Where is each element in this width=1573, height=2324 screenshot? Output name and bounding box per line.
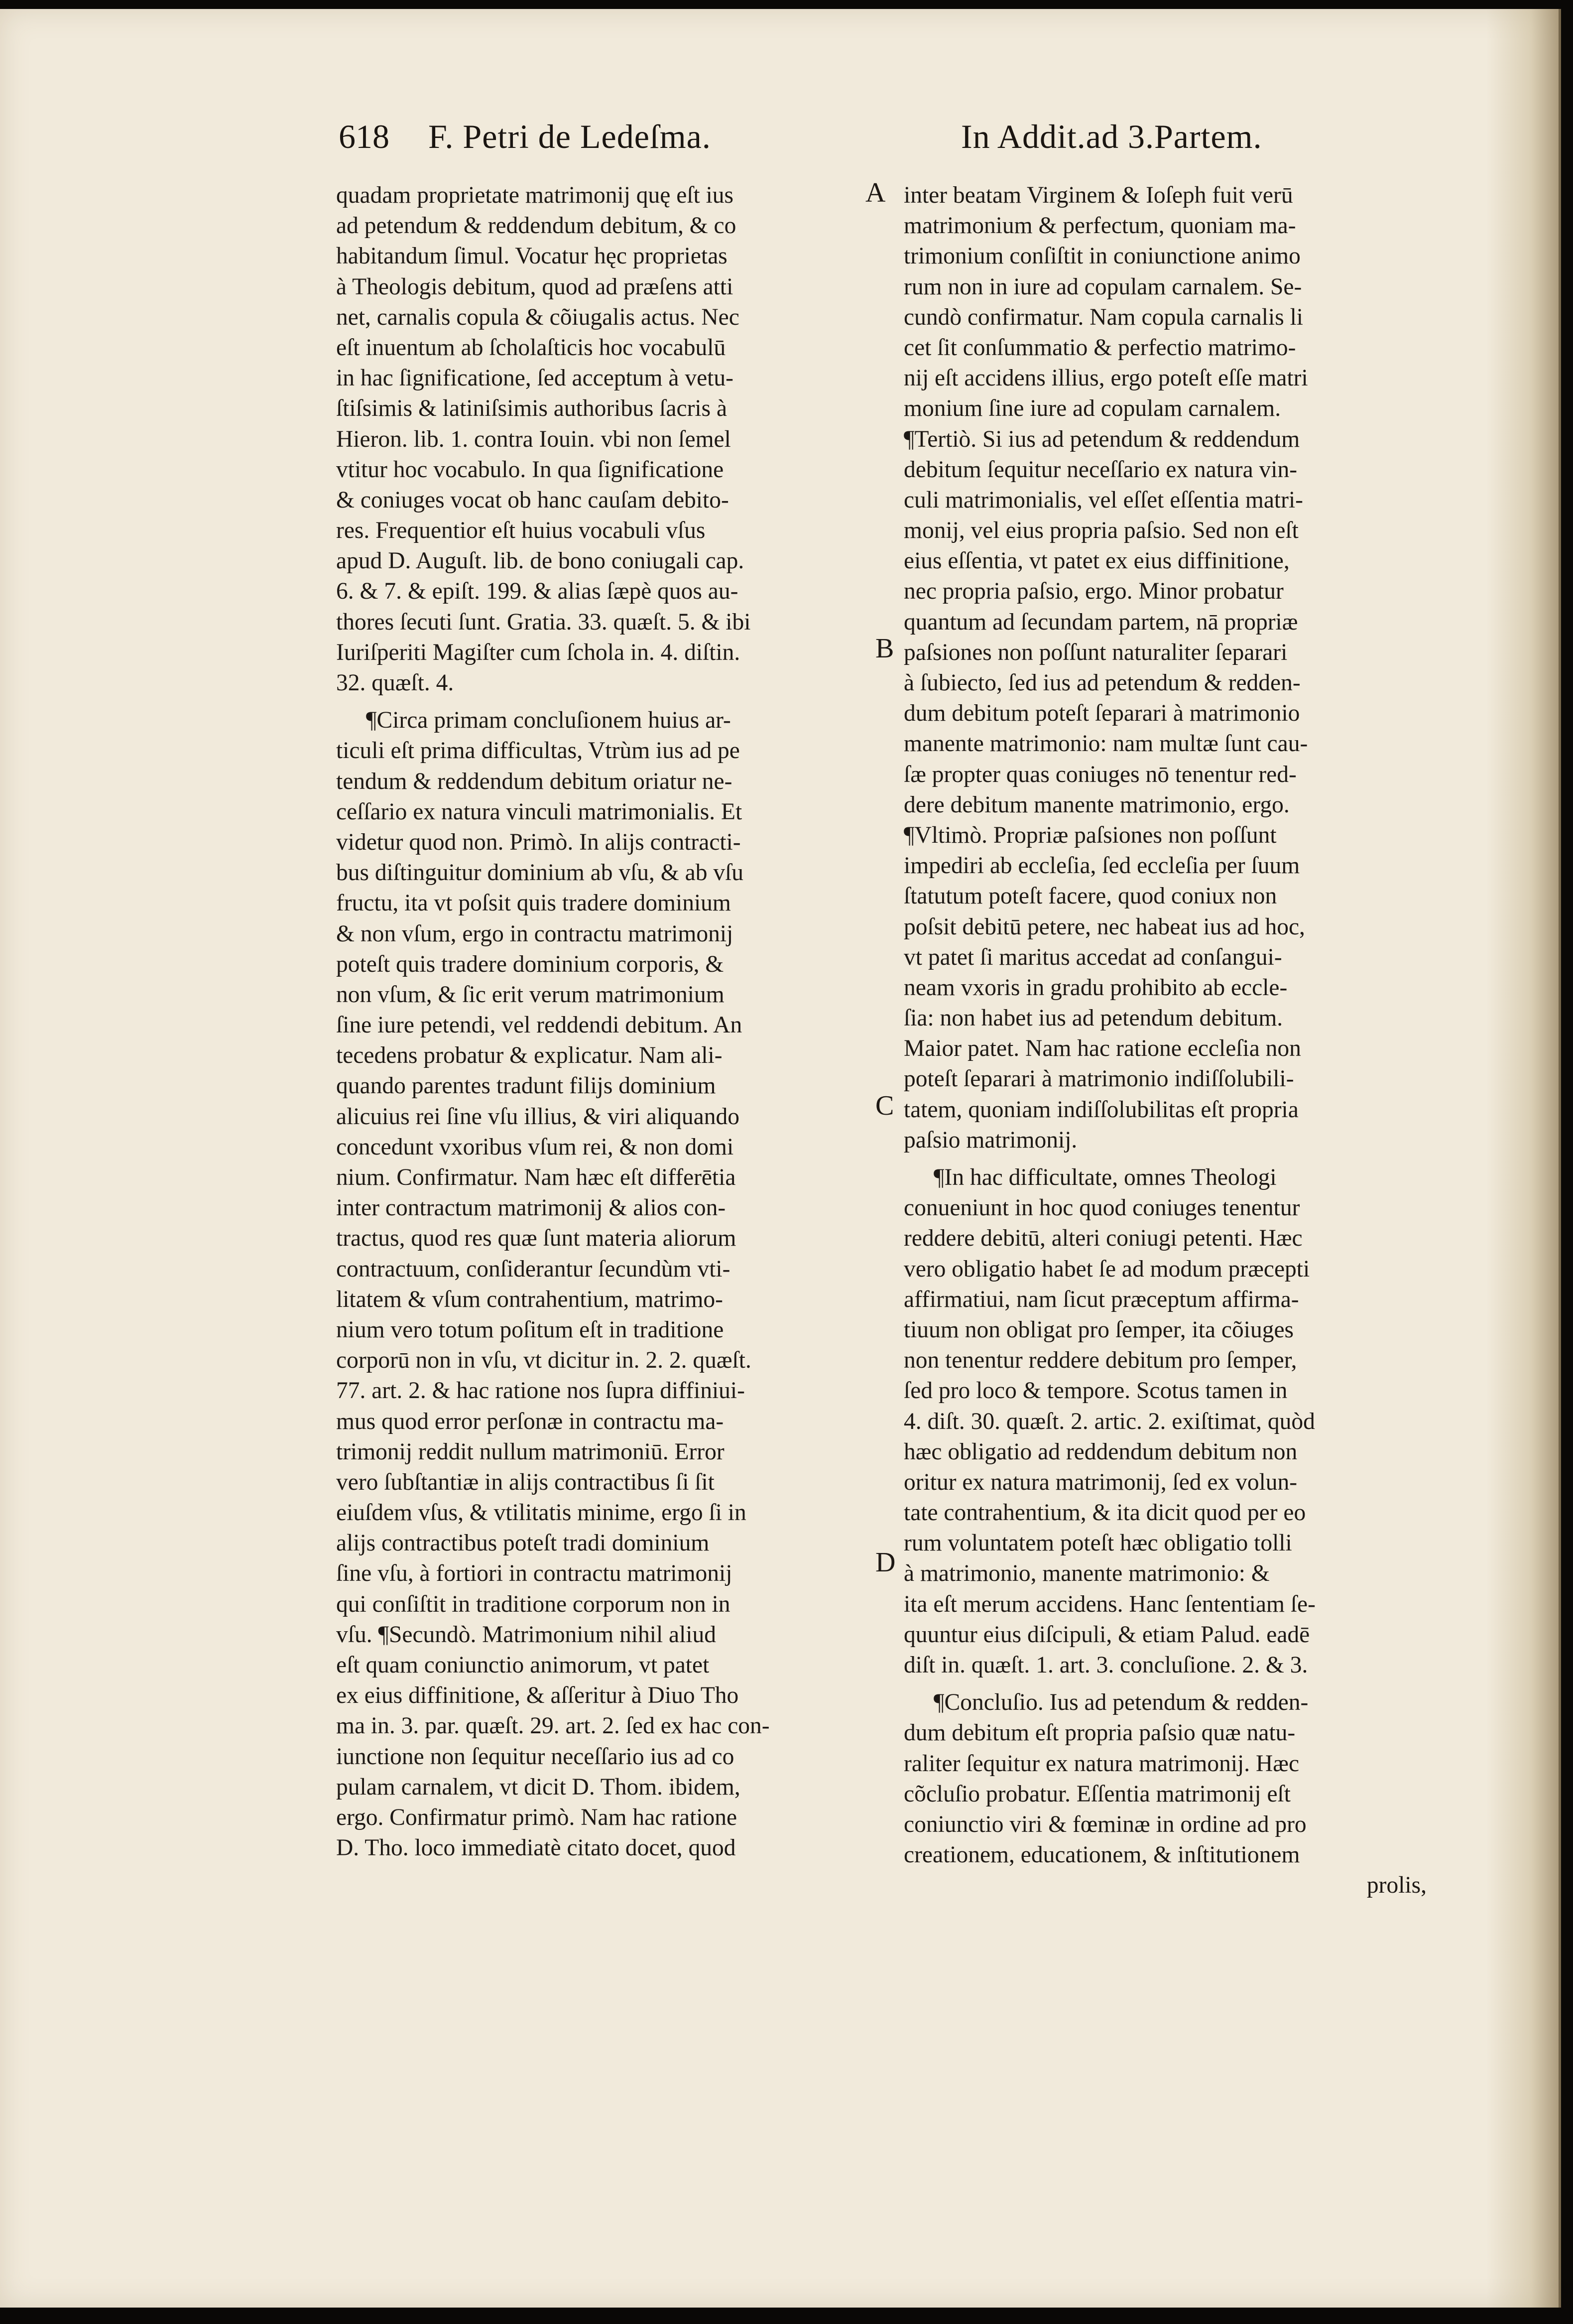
right-column-line: à matrimonio, manente matrimonio: &	[904, 1560, 1270, 1587]
right-column-line: raliter ſequitur ex natura matrimonij. Hæc	[904, 1750, 1300, 1777]
left-column-line: pulam carnalem, vt dicit D. Thom. ibidem,	[336, 1774, 740, 1800]
right-column-line: debitum ſequitur neceſſario ex natura vin-	[904, 456, 1298, 483]
margin-letter-b: B	[875, 633, 894, 664]
right-column-line: ¶Vltimò. Propriæ paſsiones non poſſunt	[904, 822, 1277, 848]
right-column-line: trimonium conſiſtit in coniunctione animo	[904, 243, 1301, 269]
left-column-line: qui conſiſtit in traditione corporum non in	[336, 1591, 730, 1617]
right-column-line: tatem, quoniam indiſſolubilitas eſt propria	[904, 1096, 1299, 1123]
left-column-line: habitandum ſimul. Vocatur hęc proprietas	[336, 243, 727, 269]
left-column-line: fructu, ita vt poſsit quis tradere dominium	[336, 890, 731, 916]
left-column-line: ſine iure petendi, vel reddendi debitum. An	[336, 1012, 742, 1038]
margin-letter-c: C	[875, 1090, 894, 1121]
left-column-line: alicuius rei ſine vſu illius, & viri aliquando	[336, 1103, 740, 1130]
right-column-line: matrimonium & perfectum, quoniam ma-	[904, 213, 1296, 239]
margin-letter-d: D	[875, 1547, 896, 1578]
left-column-line: ex eius diffinitione, & aſſeritur à Diuo Tho	[336, 1682, 739, 1709]
right-column-line: eius eſſentia, vt patet ex eius diffinitione,	[904, 548, 1290, 574]
right-column-line: dum debitum eſt propria paſsio quæ natu-	[904, 1720, 1296, 1746]
left-column-line: nium. Confirmatur. Nam hæc eſt differētia	[336, 1164, 736, 1190]
left-column-line: net, carnalis copula & cõiugalis actus. Nec	[336, 304, 739, 330]
right-column-line: impediri ab eccleſia, ſed eccleſia per ſuum	[904, 853, 1300, 879]
right-column-line: rum voluntatem poteſt hæc obligatio tolli	[904, 1530, 1292, 1556]
page-number: 618	[339, 118, 389, 155]
left-column-line: vſu. ¶Secundò. Matrimonium nihil aliud	[336, 1621, 716, 1648]
right-column-line: dum debitum poteſt ſeparari à matrimonio	[904, 700, 1300, 727]
right-column-line: poteſt ſeparari à matrimonio indiſſolubili-	[904, 1066, 1294, 1092]
right-column-line: manente matrimonio: nam multæ ſunt cau-	[904, 731, 1308, 757]
right-column-line: tate contrahentium, & ita dicit quod per eo	[904, 1500, 1306, 1526]
left-column-line: ſtiſsimis & latiniſsimis authoribus ſacris à	[336, 395, 727, 422]
left-column-line: tendum & reddendum debitum oriatur ne-	[336, 768, 732, 794]
left-column-line: litatem & vſum contrahentium, matrimo-	[336, 1286, 723, 1312]
left-column-line: res. Frequentior eſt huius vocabuli vſus	[336, 517, 706, 544]
right-column-line: creationem, educationem, & inſtitutionem	[904, 1842, 1300, 1868]
right-column-line: cõcluſio probatur. Eſſentia matrimonij eſt	[904, 1781, 1291, 1807]
left-column-line: eſt quam coniunctio animorum, vt patet	[336, 1652, 710, 1678]
right-column-line: reddere debitū, alteri coniugi petenti. Hæc	[904, 1225, 1303, 1252]
right-column-line: conueniunt in hoc quod coniuges tenentur	[904, 1195, 1300, 1221]
left-column-line: à Theologis debitum, quod ad præſens atti	[336, 273, 733, 300]
right-column-line: oritur ex natura matrimonij, ſed ex volun-	[904, 1469, 1298, 1495]
right-column-line: Maior patet. Nam hac ratione eccleſia non	[904, 1035, 1301, 1062]
left-column-line: & non vſum, ergo in contractu matrimonij	[336, 920, 733, 947]
right-column-line: non tenentur reddere debitum pro ſemper,	[904, 1347, 1297, 1374]
right-column-line: tiuum non obligat pro ſemper, ita cõiuges	[904, 1316, 1294, 1343]
left-column-line: ſine vſu, à fortiori in contractu matrimonij	[336, 1560, 732, 1587]
left-column-line: tecedens probatur & explicatur. Nam ali-	[336, 1042, 723, 1069]
left-column-line: ergo. Confirmatur primò. Nam hac ratione	[336, 1804, 737, 1830]
left-column-line: iunctione non ſequitur neceſſario ius ad co	[336, 1743, 734, 1770]
left-column-line: inter contractum matrimonij & alios con-	[336, 1195, 726, 1221]
left-column-line: quando parentes tradunt filijs dominium	[336, 1073, 716, 1099]
running-head-author: F. Petri de Ledeſma.	[428, 118, 711, 155]
right-column-line: diſt in. quæſt. 1. art. 3. concluſione. 2. & 3.	[904, 1652, 1308, 1678]
left-column-line: 32. quæſt. 4.	[336, 670, 454, 696]
left-column-line: 77. art. 2. & hac ratione nos ſupra diffiniui-	[336, 1378, 745, 1404]
right-column-line: poſsit debitū petere, nec habeat ius ad hoc,	[904, 913, 1305, 940]
paragraph-gap	[904, 1156, 1427, 1162]
right-column-line: ſia: non habet ius ad petendum debitum.	[904, 1005, 1283, 1032]
left-column-line: D. Tho. loco immediatè citato docet, quod	[336, 1835, 736, 1861]
left-column-line: vero ſubſtantiæ in alijs contractibus ſi ſit	[336, 1469, 715, 1495]
left-column-line: Hieron. lib. 1. contra Iouin. vbi non ſemel	[336, 426, 731, 452]
left-column-line: concedunt vxoribus vſum rei, & non domi	[336, 1134, 734, 1160]
right-column-line: coniunctio viri & fœminæ in ordine ad pro	[904, 1811, 1307, 1837]
right-column-line: ¶In hac difficultate, omnes Theologi	[934, 1164, 1277, 1190]
right-column-line: ſtatutum poteſt facere, quod coniux non	[904, 883, 1277, 909]
left-column-line: in hac ſignificatione, ſed acceptum à vetu-	[336, 365, 733, 391]
right-column-line: ſæ propter quas coniuges nō tenentur red-	[904, 761, 1297, 787]
right-column-line: neam vxoris in gradu prohibito ab eccle-	[904, 974, 1288, 1001]
right-column-line: hæc obligatio ad reddendum debitum non	[904, 1438, 1298, 1465]
left-column-line: ad petendum & reddendum debitum, & co	[336, 213, 736, 239]
right-column-line: rum non in iure ad copulam carnalem. Se-	[904, 273, 1302, 300]
left-column-line: tractus, quod res quæ ſunt materia aliorum	[336, 1225, 736, 1252]
left-column-line: ticuli eſt prima difficultas, Vtrùm ius ad pe	[336, 738, 740, 764]
right-column-line: ita eſt merum accidens. Hanc ſententiam ſe-	[904, 1591, 1316, 1617]
left-column-line: 6. & 7. & epiſt. 199. & alias ſæpè quos au-	[336, 578, 738, 605]
right-column-line: quuntur eius diſcipuli, & etiam Palud. eadē	[904, 1621, 1310, 1648]
right-column-line: ſed pro loco & tempore. Scotus tamen in	[904, 1378, 1288, 1404]
right-column-line: ¶Concluſio. Ius ad petendum & redden-	[934, 1689, 1309, 1716]
right-column-line: affirmatiui, nam ſicut præceptum affirma-	[904, 1286, 1299, 1312]
right-column-line: cet ſit conſummatio & perfectio matrimo-	[904, 334, 1296, 361]
left-column-line: quadam proprietate matrimonij quę eſt ius	[336, 182, 734, 208]
left-column-line: poteſt quis tradere dominium corporis, &	[336, 951, 724, 977]
right-column-line: inter beatam Virginem & Ioſeph fuit verū	[904, 182, 1293, 208]
left-column-line: mus quod error perſonæ in contractu ma-	[336, 1408, 724, 1434]
left-column-line: eſt inuentum ab ſcholaſticis hoc vocabulū	[336, 334, 726, 361]
right-column-line: nec propria paſsio, ergo. Minor probatur	[904, 578, 1284, 605]
page-gutter-shadow	[1486, 9, 1561, 2308]
right-column-line: quantum ad ſecundam partem, nā propriæ	[904, 609, 1298, 635]
left-column-line: non vſum, & ſic erit verum matrimonium	[336, 981, 725, 1008]
left-column-line: vtitur hoc vocabulo. In qua ſignificatione	[336, 456, 724, 483]
right-column-line: cundò confirmatur. Nam copula carnalis li	[904, 304, 1303, 330]
running-head-section: In Addit.ad 3.Partem.	[961, 118, 1262, 155]
right-column-line: nij eſt accidens illius, ergo poteſt eſſe matri	[904, 365, 1308, 391]
left-column-line: videtur quod non. Primò. In alijs contracti-	[336, 829, 741, 855]
left-column-line: Iuriſperiti Magiſter cum ſchola in. 4. diſtin.	[336, 639, 740, 665]
paragraph-gap	[336, 698, 864, 705]
left-column-line: ¶Circa primam concluſionem huius ar-	[366, 707, 731, 734]
left-column-line: contractuum, conſiderantur ſecundùm vti-	[336, 1256, 730, 1282]
right-column-line: 4. diſt. 30. quæſt. 2. artic. 2. exiſtimat, quòd	[904, 1408, 1315, 1434]
left-column-line: bus diſtinguitur dominium ab vſu, & ab vſu	[336, 860, 744, 886]
right-column-line: monij, vel eius propria paſsio. Sed non eſt	[904, 517, 1299, 544]
right-column-line: vt patet ſi maritus accedat ad conſangui-	[904, 944, 1282, 970]
right-column-line: vero obligatio habet ſe ad modum præcepti	[904, 1256, 1310, 1282]
left-column-line: & coniuges vocat ob hanc cauſam debito-	[336, 487, 729, 513]
left-column-line: ceſſario ex natura vinculi matrimonialis. Et	[336, 798, 742, 825]
left-column-line: thores ſecuti ſunt. Gratia. 33. quæſt. 5. & ibi	[336, 609, 751, 635]
left-column-line: trimonij reddit nullum matrimoniū. Error	[336, 1438, 725, 1465]
right-column-line: à ſubiecto, ſed ius ad petendum & redden-	[904, 670, 1301, 696]
right-column-line: paſsiones non poſſunt naturaliter ſeparari	[904, 639, 1288, 665]
right-column-line: culi matrimonialis, vel eſſet eſſentia matri-	[904, 487, 1303, 513]
right-text-column	[904, 180, 1427, 1901]
left-column-line: eiuſdem vſus, & vtilitatis minime, ergo ſi in	[336, 1500, 746, 1526]
left-column-line: corporū non in vſu, vt dicitur in. 2. 2. quæſt.	[336, 1347, 751, 1374]
left-text-column	[336, 180, 864, 1863]
left-column-line: alijs contractibus poteſt tradi dominium	[336, 1530, 710, 1556]
left-column-line: ma in. 3. par. quæſt. 29. art. 2. ſed ex hac con-	[336, 1713, 770, 1739]
margin-letter-a: A	[865, 177, 886, 208]
paragraph-gap	[904, 1680, 1427, 1687]
right-column-line: monium ſine iure ad copulam carnalem.	[904, 395, 1281, 422]
left-column-line: nium vero totum poſitum eſt in traditione	[336, 1316, 724, 1343]
catchword: prolis,	[1366, 1872, 1427, 1899]
right-column-line: dere debitum manente matrimonio, ergo.	[904, 791, 1290, 818]
right-column-line: ¶Tertiò. Si ius ad petendum & reddendum	[904, 426, 1300, 452]
right-column-line: paſsio matrimonij.	[904, 1127, 1078, 1153]
left-column-line: apud D. Auguſt. lib. de bono coniugali cap.	[336, 548, 744, 574]
